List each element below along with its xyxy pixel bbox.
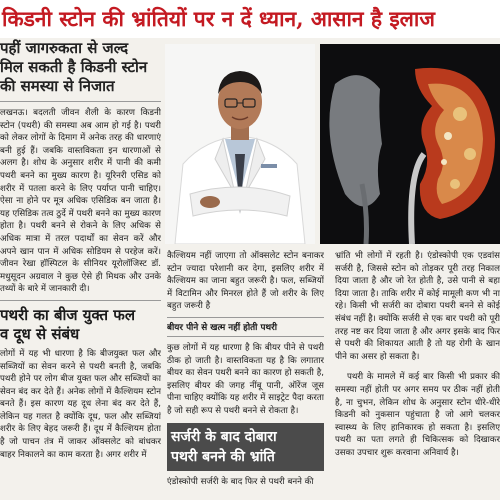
kicker-line-1: पहीं जागरुकता से जल्द	[0, 39, 129, 57]
subheading-line-2: व दूध से संबंध	[0, 324, 80, 343]
col3-paragraph-2: पथरी के मामले में कई बार किसी भी प्रकार की समस्या नहीं होती पर अगर समय पर ठीक नहीं होती है, ना चुभन, लेकिन शोध के अनुसार स्टोन धीरे-धीरे किडनी को नुकसान पहुंचाता है जो आगे चलकर स्वास्थ्य के लिए हानिकारक हो सकता है। इसलिए पथरी का पता लगते ही चिकित्सक को दिखाकर उसका उपचार शुरू करवाना अनिवार्य है।	[335, 372, 500, 458]
divider	[0, 101, 161, 102]
doctor-photo-illustration	[165, 44, 315, 244]
kicker-line-2: मिल सकती है किडनी स्टोन	[0, 58, 148, 76]
surgery-subheading-line-2: पथरी बनने की भ्रांति	[171, 448, 275, 465]
col3-paragraph-1: भ्रांति भी लोगों में रहती है। एंडोस्कोपी एक एडवांस सर्जरी है, जिससे स्टोन को तोड़कर पूरी तरह निकाल दिया जाता है और जो रेत होती है, उसे पानी से बहा दिया जाता है। ताकि शरीर में कोई मामूली कण भी ना रहे। किसी भी सर्जरी का दोबारा पथरी बनने से कोई संबंध नहीं है। क्योंकि सर्जरी से एक बार पथरी को पूरी तरह नष्ट कर दिया जाता है और अगर इसके बाद फिर से पथरी की शिकायत आती है तो यह रोगी के खान पीने का असर हो सकता है।	[335, 251, 500, 362]
col2-paragraph-3: एंडोस्कोपी सर्जरी के बाद फिर से पथरी बनने की	[167, 476, 314, 487]
col2-paragraph-2: कुछ लोगों में यह धारणा है कि बीयर पीने से पथरी ठीक हो जाती है। वास्तविकता यह है कि लगातार बीयर का सेवन पथरी बनने का कारण हो सकती है, इसलिए बीयर की जगह नींबू पानी, ऑरेंज जूस पीना चाहिए क्योंकि यह शरीर में साइट्रेट पैदा करता है जो सही रूप से पथरी बनने से रोकता है।	[167, 342, 324, 416]
beer-subheading: बीयर पीने से खत्म नहीं होती पथरी	[167, 317, 324, 337]
column-1	[0, 38, 161, 500]
kicker-line-3: की समस्या से निजात	[0, 77, 115, 95]
divider	[0, 300, 161, 301]
col1-paragraph-2: लोगों में यह भी धारणा है कि बीजयुक्त फल और सब्जियों का सेवन करने से पथरी बनती है, जबकि पथरी होने पर लोग बीज युक्त फल और सब्जियों का सेवन बंद कर देते हैं। अनेक लोगों में कैल्शियम स्टोन बनते हैं। इस कारण यह दूध लेना बंद कर देते हैं, लेकिन यह गलत है क्योंकि दूध, फल और सब्जियां शरीर के लिए बेहद जरूरी हैं। दूध में कैल्शियम होता है जो पाचन तंत्र में जाकर ऑक्सलेट को बांधकर बाहर निकालने का काम करता है। अगर शरीर में	[0, 348, 161, 460]
headline: किडनी स्टोन की भ्रांतियों पर न दें ध्यान, आसान है इलाज	[0, 0, 500, 38]
doctor-photo	[165, 44, 315, 244]
kidney-stone-icon	[320, 44, 500, 244]
column-2	[167, 250, 324, 500]
col2-paragraph-1: कैल्शियम नहीं जाएगा तो ऑक्सलेट स्टोन बनाकर स्टोन ज्यादा परेशानी कर देगा, इसलिए शरीर में कैल्शियम का जाना बहुत जरूरी है। फल, सब्जियों में विटामिन और मिनरल होते हैं जो शरीर के लिए बहुत जरूरी है	[167, 251, 324, 312]
subheading-line-1: पथरी का बीज युक्त फल	[0, 305, 136, 324]
kidney-illustration	[320, 44, 500, 244]
column-3	[335, 250, 500, 500]
col1-paragraph-1: लखनऊ। बदलती जीवन शैली के कारण किडनी स्टोन (पथरी) की समस्या अब आम हो गई है। पथरी को लेकर लोगों के दिमाग में अनेक तरह की धारणाएं बनी हुई हैं। जबकि वास्तविकता इन धारणाओं से अलग है। शोध के अनुसार शरीर में पानी की कमी पथरी बनने का मुख्य कारण है। यूरिनरी एसिड को शरीर में पतला करने के लिए पर्याप्त पानी चाहिए। ऐसा ना होने पर मूत्र अधिक एसिडिक बन जाता है। यह एसिडिक तत्व ठुर्दे में पथरी बनने का मुख्य कारण होता है। पथरी बनने से रोकने के लिए अधिक से अधिक मात्रा में तरल पदार्थों का सेवन करें और अपने खान पान में अधिक सोडियम से परहेज करें। जीवन रेखा हॉस्पिटल के सीनियर यूरोलॉजिस्ट डॉ. मधुसूदन अग्रवाल ने कुछ ऐसे ही मिथक और उनके तथ्यों के बारे में जानकारी दी।	[0, 108, 161, 295]
surgery-subheading-box	[167, 423, 324, 471]
surgery-subheading-line-1: सर्जरी के बाद दोबारा	[171, 428, 277, 445]
